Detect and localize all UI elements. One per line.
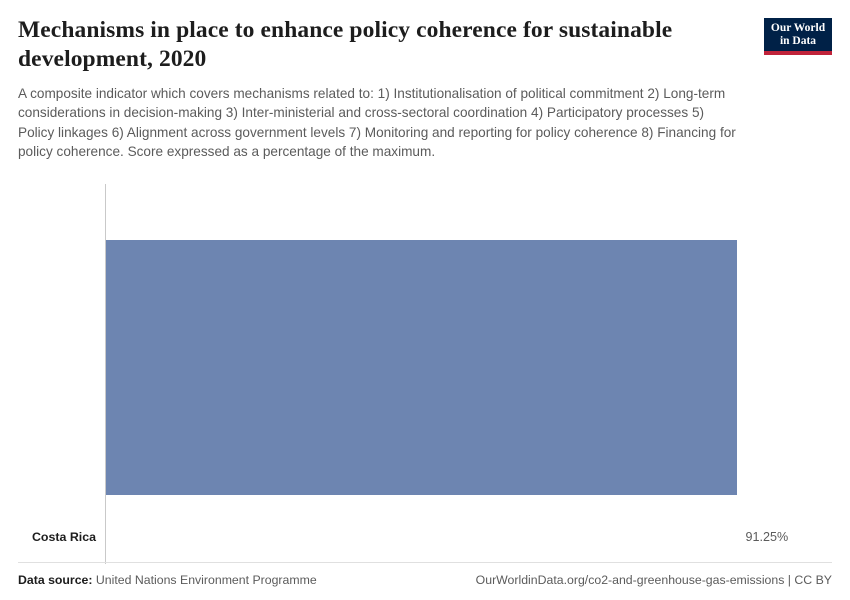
data-source-label: Data source:: [18, 573, 93, 587]
bar-value-label: 91.25%: [745, 529, 789, 544]
data-source-value: United Nations Environment Programme: [95, 573, 317, 587]
attribution-link[interactable]: OurWorldinData.org/co2-and-greenhouse-gas-emissions | CC BY: [475, 573, 832, 587]
chart-plot-area: [18, 184, 832, 576]
bar-costa-rica[interactable]: [106, 240, 737, 495]
chart-subtitle: A composite indicator which covers mechanisms related to: 1) Institutionalisation of political commitment 2) Long-term considerations in decision-making 3) Inter-ministerial and cross-sectoral coordination 4) Participatory processes 5) Policy linkages 6) Alignment across government levels 7) Monitoring and reporting for policy coherence 8) Financing for policy coherence. Score expressed as a percentage of the maximum.: [18, 85, 736, 160]
chart-footer: [18, 562, 832, 587]
our-world-in-data-logo[interactable]: [764, 18, 832, 55]
bar-category-label: Costa Rica: [31, 529, 96, 544]
logo-line-1: Our World: [770, 22, 826, 34]
chart-header: [18, 16, 832, 162]
data-source: [18, 573, 317, 587]
bar-series: [18, 184, 832, 576]
logo-line-2: in Data: [779, 34, 817, 47]
page-title: Mechanisms in place to enhance policy coherence for sustainable development, 2020: [18, 17, 673, 73]
